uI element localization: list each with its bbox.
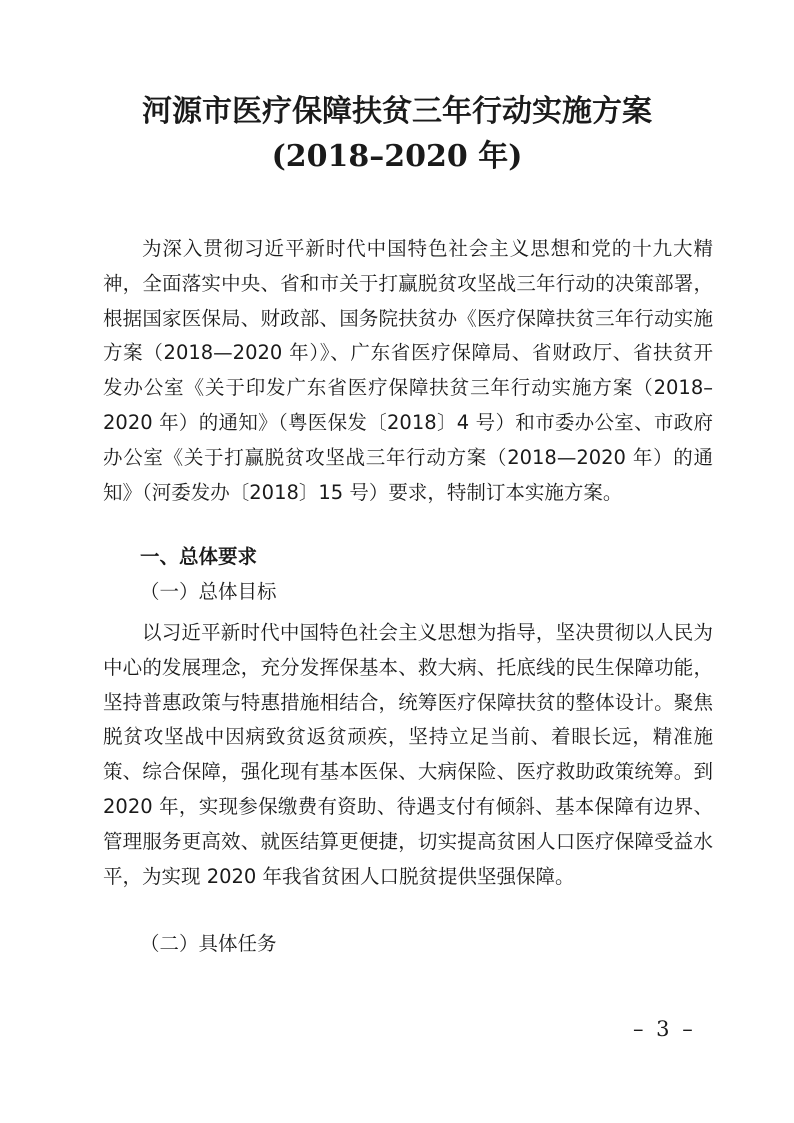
document-title: 河源市医疗保障扶贫三年行动实施方案 <box>142 94 652 129</box>
intro-paragraph: 为深入贯彻习近平新时代中国特色社会主义思想和党的十九大精神，全面落实中央、省和市关于打赢脱贫攻坚战三年行动的决策部署，根据国家医保局、财政部、国务院扶贫办《医疗保障扶贫三年行动实施方案（2018—2020 年）》、广东省医疗保障局、省财政厅、省扶贫开发办公室《关于印发广东省医疗保障扶贫三年行动实施方案（2018–2020 年）的通知》（粤医保发〔2018〕4 号）和市委办公室、市政府办公室《关于打赢脱贫攻坚战三年行动方案（2018—2020 年）的通知》（河委发办〔2018〕15 号）要求，特制订本实施方案。 <box>103 237 713 504</box>
subsection-heading-overall-goal: （一）总体目标 <box>140 580 277 603</box>
document-subtitle-years: (2018–2020 年) <box>271 139 523 174</box>
goal-paragraph: 以习近平新时代中国特色社会主义思想为指导，坚决贯彻以人民为中心的发展理念，充分发挥保基本、救大病、托底线的民生保障功能，坚持普惠政策与特惠措施相结合，统筹医疗保障扶贫的整体设计。聚焦脱贫攻坚战中因病致贫返贫顽疾，坚持立足当前、着眼长远，精准施策、综合保障，强化现有基本医保、大病保险、医疗救助政策统筹。到 2020 年，实现参保缴费有资助、待遇支付有倾斜、基本保障有边界、管理服务更高效、就医结算更便捷，切实提高贫困人口医疗保障受益水平，为实现 2020 年我省贫困人口脱贫提供坚强保障。 <box>103 621 713 888</box>
section-heading-general-requirements: 一、总体要求 <box>140 545 258 568</box>
subsection-heading-specific-tasks: （二）具体任务 <box>140 932 277 955</box>
page-number: – 3 – <box>633 1017 696 1041</box>
